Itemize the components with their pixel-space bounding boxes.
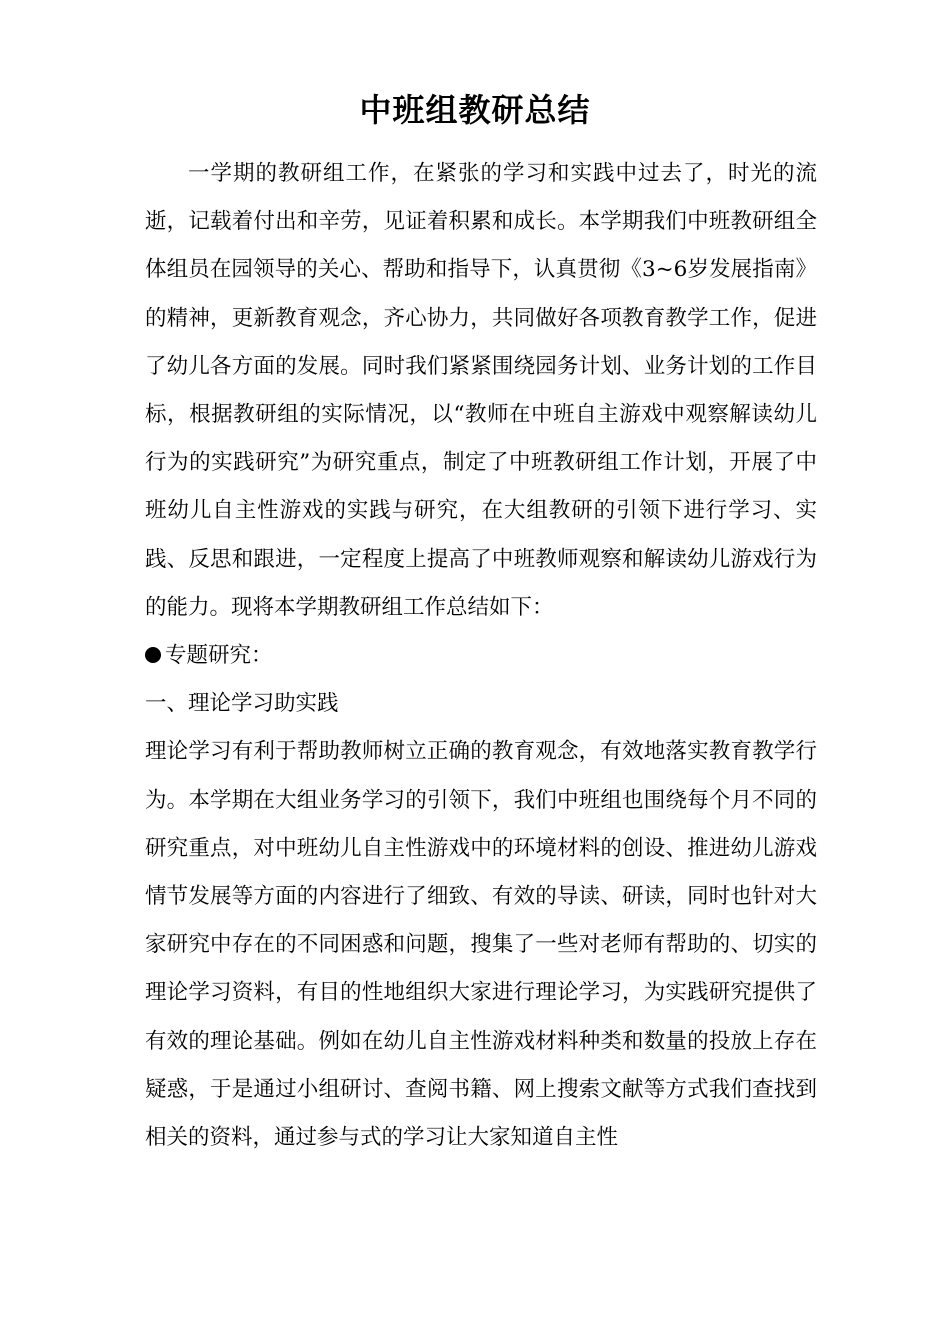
bullet-heading: 专题研究： <box>165 643 273 669</box>
bullet-heading-line <box>145 632 817 680</box>
section1-heading: 一、理论学习助实践 <box>145 691 339 717</box>
document-title: 中班组教研总结 <box>359 91 591 129</box>
document-body <box>145 150 817 1162</box>
bullet-icon <box>145 647 161 663</box>
intro-paragraph: 一学期的教研组工作，在紧张的学习和实践中过去了，时光的流逝，记载着付出和辛劳，见证着积累和成长。本学期我们中班教研组全体组员在园领导的关心、帮助和指导下，认真贯彻《3~6岁发展指南》的精神，更新教育观念，齐心协力，共同做好各项教育教学工作，促进了幼儿各方面的发展。同时我们紧紧围绕园务计划、业务计划的工作目标，根据教研组的实际情况，以“教师在中班自主游戏中观察解读幼儿行为的实践研究”为研究重点，制定了中班教研组工作计划，开展了中班幼儿自主性游戏的实践与研究，在大组教研的引领下进行学习、实践、反思和跟进，一定程度上提高了中班教师观察和解读幼儿游戏行为的能力。现将本学期教研组工作总结如下： <box>145 161 817 620</box>
section1-paragraph: 理论学习有利于帮助教师树立正确的教育观念，有效地落实教育教学行为。本学期在大组业务学习的引领下，我们中班组也围绕每个月不同的研究重点，对中班幼儿自主性游戏中的环境材料的创设、推进幼儿游戏情节发展等方面的内容进行了细致、有效的导读、研读，同时也针对大家研究中存在的不同困惑和问题，搜集了一些对老师有帮助的、切实的理论学习资料，有目的性地组织大家进行理论学习，为实践研究提供了有效的理论基础。例如在幼儿自主性游戏材料种类和数量的投放上存在疑惑，于是通过小组研讨、查阅书籍、网上搜索文献等方式我们查找到相关的资料，通过参与式的学习让大家知道自主性 <box>145 739 817 1151</box>
